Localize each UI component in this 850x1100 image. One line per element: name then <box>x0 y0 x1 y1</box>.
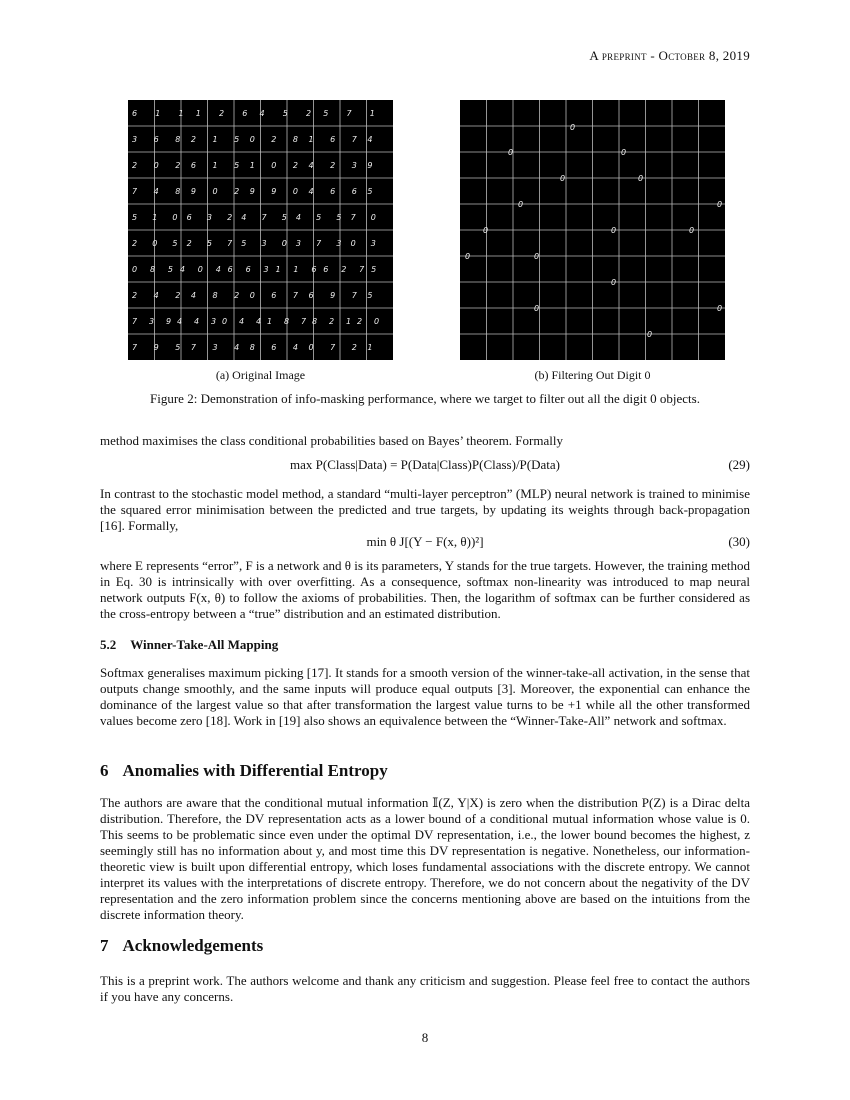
digit-mark: 5 <box>206 239 212 248</box>
digit-mark: 2 <box>271 135 277 144</box>
digit-mark: 7 <box>261 213 267 222</box>
digit-mark: 4 <box>194 317 200 326</box>
digit-mark: 4 <box>239 317 245 326</box>
digit-mark: 1 <box>267 317 273 326</box>
digit-mark: 0 <box>534 304 540 313</box>
paragraph-anomalies: The authors are aware that the conditional mutual information 𝕀(Z, Y|X) is zero when the distribution P(Z) is a Dirac delta distribution. Therefore, the DV representation acts as a lower bound of a conditional mutual information whose value is 0. This seems to be problematic since even under the optimal DV representation, i.e., the lower bound becomes the highest, z seemingly still has no information about y, and most time this DV representation is negative. Nonetheless, our information-theoretic view is built upon differential entropy, which loses fundamental associations with the discrete entropy. We cannot interpret its values with the interpretations of discrete entropy. Therefore, we do not concern about the negativity of the DV representation and the zero information problem since the concerns mentioning above are based on the intuitions from the discrete information theory. <box>100 795 750 922</box>
digit-mark: 3 <box>132 135 138 144</box>
digit-mark: 5 <box>132 213 138 222</box>
digit-mark: 1 <box>212 161 218 170</box>
digit-mark: 1 <box>178 109 184 118</box>
equation-29 <box>100 457 750 475</box>
digit-mark: 4 <box>177 317 183 326</box>
digit-mark: 2 <box>175 161 181 170</box>
digit-mark: 5 <box>323 109 329 118</box>
digit-mark: 0 <box>197 265 203 274</box>
digit-mark: 5 <box>172 239 178 248</box>
digit-mark: 0 <box>638 174 644 183</box>
digit-mark: 2 <box>357 317 363 326</box>
digit-mark: 4 <box>153 291 159 300</box>
digit-mark: 1 <box>152 213 158 222</box>
section-title: Acknowledgements <box>122 936 264 955</box>
section-6-heading <box>100 761 388 781</box>
digit-mark: 0 <box>308 343 314 352</box>
digit-mark: 3 <box>212 343 218 352</box>
digit-mark: 0 <box>292 187 299 196</box>
digit-mark: 1 <box>308 135 314 144</box>
digit-mark: 5 <box>241 239 247 248</box>
digit-mark: 2 <box>292 161 299 170</box>
digit-mark: 4 <box>292 343 299 352</box>
digit-mark: 8 <box>212 291 218 300</box>
digit-mark: 5 <box>367 291 373 300</box>
equation-30 <box>100 534 750 552</box>
digit-mark: 7 <box>359 265 365 274</box>
digit-mark: 1 <box>369 109 375 118</box>
digit-mark: 6 <box>186 213 192 222</box>
digit-mark: 2 <box>329 317 335 326</box>
digit-mark: 6 <box>323 265 329 274</box>
digit-mark: 7 <box>351 135 357 144</box>
digit-mark: 2 <box>330 161 336 170</box>
digit-mark: 6 <box>311 265 317 274</box>
digit-mark: 4 <box>179 265 185 274</box>
digit-mark: 2 <box>186 239 192 248</box>
digit-mark: 0 <box>717 200 723 209</box>
digit-mark: 4 <box>259 109 265 118</box>
digit-mark: 5 <box>371 265 377 274</box>
digit-mark: 4 <box>256 317 262 326</box>
paragraph-acknowledgements: This is a preprint work. The authors welcome and thank any criticism and suggestion. Please feel free to contact the authors if you have any concerns. <box>100 973 750 1004</box>
digit-mark: 5 <box>282 109 288 118</box>
digit-mark: 2 <box>306 109 312 118</box>
digit-mark: 7 <box>350 213 356 222</box>
filtered-image-figure <box>460 100 725 360</box>
digit-mark: 9 <box>249 187 255 196</box>
digit-mark: 1 <box>346 317 352 326</box>
digit-mark: 3 <box>149 317 155 326</box>
digit-mark: 8 <box>249 343 255 352</box>
digit-mark: 5 <box>316 213 322 222</box>
digit-mark: 6 <box>351 187 357 196</box>
digit-mark: 0 <box>518 200 524 209</box>
digit-mark: 7 <box>132 317 138 326</box>
digit-mark: 0 <box>152 239 158 248</box>
original-image-figure <box>128 100 393 360</box>
section-number: 5.2 <box>100 637 117 652</box>
section-number: 6 <box>100 761 109 780</box>
digit-mark: 9 <box>330 291 336 300</box>
digit-mark: 0 <box>172 213 178 222</box>
digit-mark: 4 <box>190 291 196 300</box>
digit-mark: 0 <box>689 226 695 235</box>
digit-mark: 6 <box>271 343 277 352</box>
paragraph-mlp: In contrast to the stochastic model method, a standard “multi-layer perceptron” (MLP) neural network is trained to minimise the squared error minimisation between the predicted and true targets, by updating its weights through back-propagation [16]. Formally, <box>100 486 750 533</box>
digit-mark: 2 <box>132 291 138 300</box>
digit-mark: 6 <box>245 265 251 274</box>
digit-mark: 5 <box>336 213 342 222</box>
digit-mark: 2 <box>234 291 240 300</box>
digit-mark: 0 <box>271 161 277 170</box>
equation-29-number: (29) <box>728 457 750 472</box>
digit-mark: 4 <box>308 187 314 196</box>
digit-mark: 3 <box>351 161 357 170</box>
digit-mark: 0 <box>281 239 287 248</box>
digit-mark: 4 <box>295 213 302 222</box>
digit-mark: 6 <box>330 135 336 144</box>
digit-mark: 9 <box>190 187 196 196</box>
digit-mark: 4 <box>234 343 240 352</box>
digit-mark: 8 <box>175 135 181 144</box>
digit-mark: 0 <box>717 304 723 313</box>
figure-caption: Figure 2: Demonstration of info-masking performance, where we target to filter out all the digit 0 objects. <box>150 391 700 406</box>
digit-mark: 1 <box>249 161 255 170</box>
digit-mark: 0 <box>534 252 540 261</box>
digit-mark: 1 <box>155 109 161 118</box>
digit-mark: 2 <box>341 265 347 274</box>
digit-mark: 6 <box>308 291 314 300</box>
digit-mark: 7 <box>330 343 336 352</box>
section-title: Anomalies with Differential Entropy <box>122 761 388 780</box>
digit-mark: 1 <box>275 265 281 274</box>
digit-mark: 5 <box>367 187 373 196</box>
digit-mark: 2 <box>219 109 225 118</box>
digit-mark: 0 <box>153 161 159 170</box>
digit-mark: 0 <box>647 330 653 339</box>
digit-mark: 9 <box>153 343 159 352</box>
paragraph-bayes: method maximises the class conditional probabilities based on Bayes’ theorem. Formally <box>100 433 563 448</box>
digit-mark: 2 <box>351 343 357 352</box>
digit-mark: 4 <box>153 187 159 196</box>
digit-mark: 0 <box>570 123 576 132</box>
digit-mark: 6 <box>227 265 233 274</box>
digit-mark: 2 <box>234 187 240 196</box>
subcaption-a: (a) Original Image <box>215 368 306 382</box>
digit-mark: 8 <box>149 265 156 274</box>
digit-mark: 6 <box>330 187 336 196</box>
digit-mark: 5 <box>167 265 173 274</box>
digit-mark: 7 <box>227 239 233 248</box>
digit-mark: 1 <box>212 135 218 144</box>
digit-mark: 0 <box>611 278 617 287</box>
digit-mark: 6 <box>132 109 138 118</box>
digit-mark: 0 <box>132 265 138 274</box>
page-number: 8 <box>421 1030 429 1045</box>
digit-mark: 0 <box>621 148 627 157</box>
digit-mark: 0 <box>350 239 356 248</box>
digit-mark: 0 <box>212 187 218 196</box>
digit-mark: 4 <box>308 161 314 170</box>
digit-mark: 3 <box>206 213 212 222</box>
digit-mark: 6 <box>190 161 196 170</box>
section-number: 7 <box>100 936 109 955</box>
digit-mark: 7 <box>316 239 322 248</box>
digit-mark: 8 <box>175 187 181 196</box>
digit-mark: 7 <box>132 343 138 352</box>
section-7-heading <box>100 936 263 956</box>
equation-30-number: (30) <box>728 534 750 549</box>
digit-mark: 2 <box>175 291 181 300</box>
paragraph-wta: Softmax generalises maximum picking [17]. It stands for a smooth version of the winner-take-all activation, in the sense that outputs change smoothly, and the same inputs will produce equal outputs [3]. Moreover, the exponential can enhance the dominance of the largest value so that after transformation the largest value turns to be +1 while all the other transformed values become zero [18]. Work in [19] also shows an equivalence between the “Winner-Take-All” network and softmax. <box>100 665 750 728</box>
digit-mark: 0 <box>508 148 514 157</box>
digit-mark: 7 <box>346 109 352 118</box>
digit-mark: 0 <box>560 174 566 183</box>
digit-mark: 0 <box>249 291 255 300</box>
digit-mark: 2 <box>132 161 138 170</box>
digit-mark: 4 <box>215 265 221 274</box>
digit-mark: 3 <box>261 239 267 248</box>
digit-mark: 0 <box>483 226 489 235</box>
digit-mark: 0 <box>249 135 255 144</box>
digit-mark: 6 <box>271 291 277 300</box>
digit-mark: 2 <box>132 239 138 248</box>
digit-mark: 7 <box>132 187 138 196</box>
digit-mark: 4 <box>241 213 247 222</box>
paragraph-softmax: where E represents “error”, F is a network and θ is its parameters, Y stands for the true targets. However, the training method in Eq. 30 is intrinsically with over overfitting. As a consequence, softmax non-linearity was introduced to map neural network outputs F(x, θ) to follow the axioms of probabilities. Then, the logarithm of softmax can be further considered as the cross-entropy between a “true” distribution and an estimated distribution. <box>100 558 750 621</box>
digit-mark: 5 <box>175 343 181 352</box>
digit-mark: 9 <box>367 161 373 170</box>
digit-mark: 6 <box>153 135 159 144</box>
digit-mark: 2 <box>227 213 233 222</box>
digit-mark: 3 <box>336 239 342 248</box>
digit-mark: 9 <box>271 187 277 196</box>
digit-mark: 0 <box>370 213 376 222</box>
digit-mark: 8 <box>312 317 318 326</box>
digit-mark: 2 <box>190 135 196 144</box>
section-title: Winner-Take-All Mapping <box>130 637 279 652</box>
digit-mark: 0 <box>374 317 380 326</box>
section-5-2-heading <box>100 637 278 653</box>
digit-mark: 7 <box>190 343 196 352</box>
digit-mark: 7 <box>301 317 307 326</box>
digit-mark: 5 <box>234 161 240 170</box>
running-header: A preprint - October 8, 2019 <box>589 48 750 63</box>
digit-mark: 3 <box>263 265 269 274</box>
digit-mark: 7 <box>292 291 299 300</box>
digit-mark: 6 <box>242 109 248 118</box>
digit-mark: 0 <box>465 252 471 261</box>
equation-30-body: min θ J[(Y − F(x, θ))²] <box>366 534 484 549</box>
digit-mark: 1 <box>195 109 201 118</box>
digit-mark: 0 <box>611 226 617 235</box>
digit-mark: 8 <box>292 135 299 144</box>
digit-mark: 3 <box>211 317 217 326</box>
digit-mark: 9 <box>166 317 172 326</box>
digit-mark: 5 <box>234 135 240 144</box>
equation-29-body: max P(Class|Data) = P(Data|Class)P(Class)/P(Data) <box>290 457 560 472</box>
digit-mark: 5 <box>281 213 287 222</box>
digit-mark: 0 <box>222 317 228 326</box>
subcaption-b: (b) Filtering Out Digit 0 <box>534 368 651 382</box>
digit-mark: 7 <box>351 291 357 300</box>
digit-mark: 1 <box>367 343 373 352</box>
digit-mark: 3 <box>370 239 376 248</box>
digit-mark: 1 <box>293 265 299 274</box>
digit-mark: 8 <box>284 317 290 326</box>
digit-mark: 3 <box>295 239 302 248</box>
digit-mark: 4 <box>367 135 373 144</box>
